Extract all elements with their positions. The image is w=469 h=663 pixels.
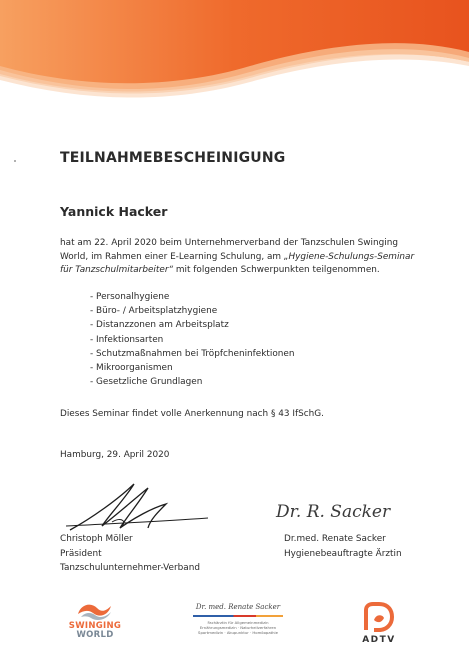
stamp-line-2: Ernährungsmedizin · Naturheilverfahren [199, 625, 277, 630]
doctor-stamp [183, 603, 293, 635]
stamp-line-1: Fachärztin für Allgemeinmedizin [207, 620, 269, 625]
signer-left-role: Präsident [60, 548, 102, 559]
certificate-title: TEILNAHMEBESCHEINIGUNG [60, 150, 286, 166]
signature-renate-sacker: Dr. R. Sacker [276, 502, 391, 522]
signer-right-name: Dr.med. Renate Sacker [284, 534, 386, 544]
topics-list [90, 290, 294, 389]
adtv-logo-text: ADTV [362, 635, 396, 645]
adtv-mark-icon [362, 600, 396, 634]
swinging-world-mark-icon [75, 600, 115, 622]
world-logo-text: WORLD [76, 630, 114, 640]
list-item: - Infektionsarten [90, 333, 294, 347]
swinging-logo-text: SWINGING [68, 621, 122, 631]
list-item: - Büro- / Arbeitsplatzhygiene [90, 304, 294, 318]
place-and-date: Hamburg, 29. April 2020 [60, 450, 170, 460]
signer-left-name: Christoph Möller [60, 534, 133, 544]
list-item: - Distanzzonen am Arbeitsplatz [90, 318, 294, 332]
intro-text: hat am 22. April 2020 beim Unternehmerverband der Tanzschulen Swinging World, im Rahmen einer E-Learning Schulung, am [60, 238, 398, 262]
list-item: - Personalhygiene [90, 290, 294, 304]
adtv-logo [354, 600, 404, 645]
stamp-color-bar [193, 615, 283, 617]
seminar-name: „Hygiene-Schulungs-Seminar für Tanzschulmitarbeiter“ [60, 251, 415, 276]
certificate-paragraph [60, 237, 420, 278]
signer-left-organization: Tanzschulunternehmer-Verband [60, 563, 200, 573]
margin-dot [14, 160, 16, 162]
header-wave-banner [0, 0, 469, 110]
participant-name: Yannick Hacker [60, 204, 168, 219]
recognition-statement: Dieses Seminar findet volle Anerkennung nach § 43 IfSchG. [60, 409, 324, 419]
intro-tail: mit folgenden Schwerpunkten teilgenommen. [173, 265, 380, 276]
signature-christoph-moeller [62, 478, 212, 534]
signer-right-role: Hygienebeauftragte Ärztin [284, 548, 402, 559]
signer-right-block [284, 532, 402, 561]
list-item: - Mikroorganismen [90, 361, 294, 375]
stamp-line-3: Sportmedizin · Akupunktur · Homöopathie [198, 630, 278, 635]
swinging-world-logo [60, 600, 130, 640]
signer-left-block [60, 532, 200, 576]
stamp-name: Dr. med. Renate Sacker [195, 603, 281, 611]
list-item: - Gesetzliche Grundlagen [90, 375, 294, 389]
list-item: - Schutzmaßnahmen bei Tröpfcheninfektionen [90, 347, 294, 361]
